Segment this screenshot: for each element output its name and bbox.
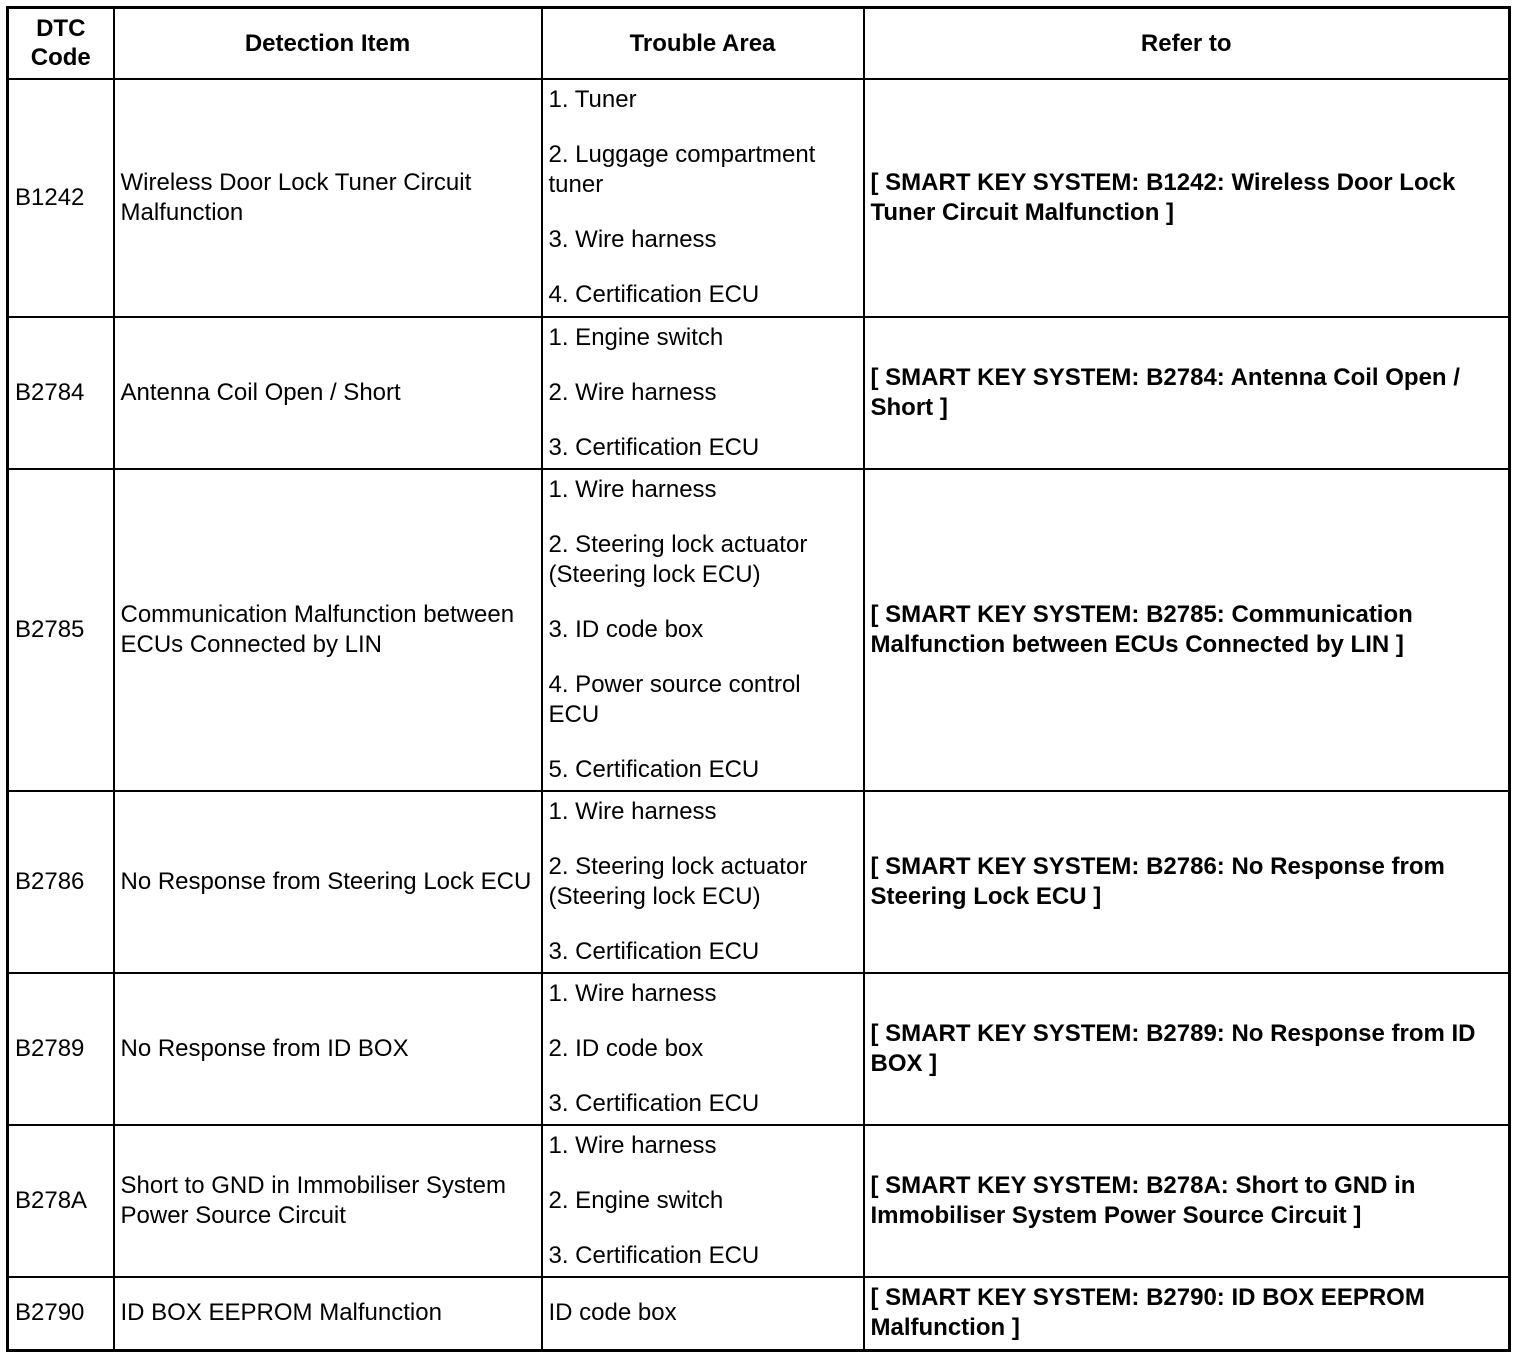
trouble-area-item: 3. Certification ECU	[548, 1089, 760, 1117]
table-row	[8, 317, 1510, 469]
table-row	[8, 469, 1510, 791]
table-row	[8, 973, 1510, 1125]
table-row	[8, 791, 1510, 973]
dtc-code-cell: B2789	[8, 973, 114, 1125]
header-trouble-area: Trouble Area	[542, 8, 864, 79]
dtc-code-cell: B2784	[8, 317, 114, 469]
trouble-area-item: 1. Engine switch	[548, 323, 724, 351]
trouble-area-list	[549, 475, 857, 785]
trouble-area-item: 2. Engine switch	[548, 1186, 724, 1214]
trouble-area-list	[549, 323, 857, 463]
trouble-area-item: ID code box	[548, 1299, 677, 1327]
refer-to-link[interactable]: [ SMART KEY SYSTEM: B2789: No Response from ID BOX ]	[864, 973, 1510, 1125]
table-row	[8, 1125, 1510, 1277]
trouble-area-item: 4. Power source control ECU	[548, 670, 801, 728]
dtc-table	[6, 6, 1511, 1352]
detection-item-cell: ID BOX EEPROM Malfunction	[114, 1277, 542, 1351]
detection-item-cell: Short to GND in Immobiliser System Power Source Circuit	[114, 1125, 542, 1277]
detection-item-cell: No Response from Steering Lock ECU	[114, 791, 542, 973]
trouble-area-item: 3. Wire harness	[548, 226, 717, 253]
trouble-area-list	[549, 1131, 857, 1271]
refer-to-link[interactable]: [ SMART KEY SYSTEM: B2786: No Response from Steering Lock ECU ]	[864, 791, 1510, 973]
trouble-area-item: 2. Wire harness	[548, 378, 717, 406]
trouble-area-cell	[542, 973, 864, 1125]
detection-item-cell: Antenna Coil Open / Short	[114, 317, 542, 469]
refer-to-link[interactable]: [ SMART KEY SYSTEM: B2785: Communication Malfunction between ECUs Connected by LIN ]	[864, 469, 1510, 791]
trouble-area-cell	[542, 79, 864, 317]
trouble-area-item: 3. Certification ECU	[548, 937, 760, 965]
refer-to-link[interactable]: [ SMART KEY SYSTEM: B278A: Short to GND in Immobiliser System Power Source Circuit ]	[864, 1125, 1510, 1277]
header-row	[8, 8, 1510, 79]
trouble-area-cell	[542, 469, 864, 791]
dtc-code-cell: B1242	[8, 79, 114, 317]
trouble-area-item: 1. Tuner	[548, 86, 637, 113]
table-body	[8, 79, 1510, 1351]
trouble-area-item: 1. Wire harness	[548, 797, 717, 825]
trouble-area-cell	[542, 1125, 864, 1277]
header-detection-item: Detection Item	[114, 8, 542, 79]
trouble-area-item: 2. ID code box	[548, 1034, 704, 1062]
trouble-area-item: 1. Wire harness	[548, 475, 717, 503]
trouble-area-item: 3. Certification ECU	[548, 433, 760, 461]
trouble-area-item: 2. Luggage compartment tuner	[548, 141, 816, 198]
trouble-area-item: 3. ID code box	[548, 615, 704, 643]
trouble-area-item: 2. Steering lock actuator (Steering lock ECU)	[548, 530, 808, 588]
refer-to-link[interactable]: [ SMART KEY SYSTEM: B2784: Antenna Coil Open / Short ]	[864, 317, 1510, 469]
dtc-code-cell: B278A	[8, 1125, 114, 1277]
trouble-area-cell	[542, 317, 864, 469]
table-row	[8, 79, 1510, 317]
dtc-code-cell: B2786	[8, 791, 114, 973]
trouble-area-list	[549, 979, 857, 1119]
trouble-area-list	[549, 797, 857, 967]
table-header	[8, 8, 1510, 79]
trouble-area-item: 4. Certification ECU	[548, 281, 760, 308]
dtc-code-cell: B2790	[8, 1277, 114, 1351]
refer-to-link[interactable]: [ SMART KEY SYSTEM: B1242: Wireless Door Lock Tuner Circuit Malfunction ]	[864, 79, 1510, 317]
trouble-area-item: 1. Wire harness	[548, 1131, 717, 1159]
table-row	[8, 1277, 1510, 1351]
detection-item-cell: Wireless Door Lock Tuner Circuit Malfunction	[114, 79, 542, 317]
trouble-area-item: 1. Wire harness	[548, 979, 717, 1007]
trouble-area-cell	[542, 1277, 864, 1351]
detection-item-cell: No Response from ID BOX	[114, 973, 542, 1125]
trouble-area-list	[549, 1298, 857, 1328]
header-refer-to: Refer to	[864, 8, 1510, 79]
trouble-area-item: 3. Certification ECU	[548, 1241, 760, 1269]
detection-item-cell: Communication Malfunction between ECUs Connected by LIN	[114, 469, 542, 791]
trouble-area-item: 5. Certification ECU	[548, 755, 760, 783]
trouble-area-cell	[542, 791, 864, 973]
trouble-area-item: 2. Steering lock actuator (Steering lock ECU)	[548, 852, 808, 910]
refer-to-link[interactable]: [ SMART KEY SYSTEM: B2790: ID BOX EEPROM Malfunction ]	[864, 1277, 1510, 1351]
trouble-area-list	[549, 85, 857, 310]
dtc-code-cell: B2785	[8, 469, 114, 791]
header-dtc-code: DTC Code	[8, 8, 114, 79]
